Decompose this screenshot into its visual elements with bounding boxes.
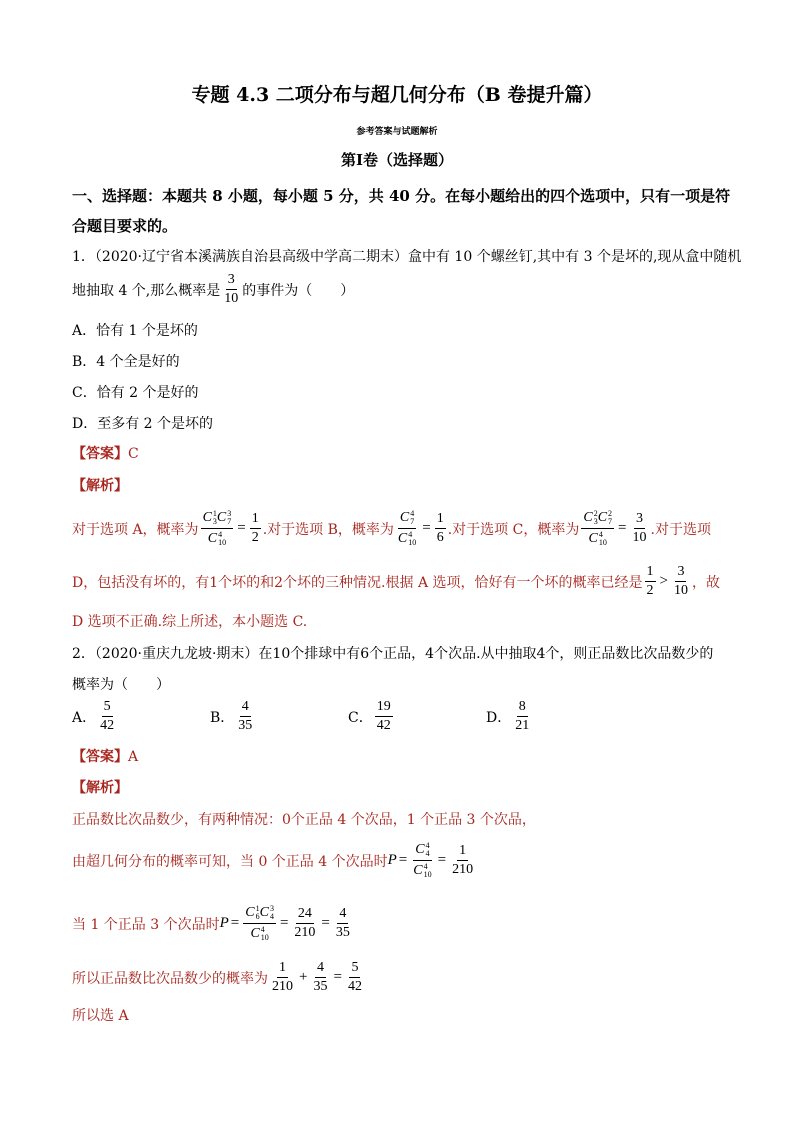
fraction-denominator: 35	[313, 979, 328, 994]
q2-analysis-line4: 所以正品数比次品数少的概率为 $\frac{1}{210}$ + $\frac{4}{35}$ = $\frac{5}{42}$	[72, 960, 362, 994]
fraction-denominator: 10	[632, 530, 647, 545]
fraction-numerator: 1	[457, 844, 468, 861]
analysis-text: .对于选项 B，概率为	[262, 521, 394, 538]
q1-stem-line2	[72, 273, 354, 306]
page-title: 专题 4.3 二项分布与超几何分布（B 卷提升篇）	[191, 84, 603, 106]
fraction-denominator: 42	[347, 979, 362, 994]
fraction-1-over-210	[270, 961, 295, 994]
q1-stem-line1: 1．（2020·辽宁省本溪满族自治县高级中学高二期末）盒中有 10 个螺丝钉,其中有 3 个是坏的,现从盒中随机	[72, 249, 742, 265]
fraction-denominator: 2	[646, 583, 654, 598]
fraction-three-tenths	[672, 565, 690, 598]
q1-analysis-line1: 对于选项 A，概率为 C 1 3 C 3 7 C 4 10 = $\frac{1}{2}$ .对于选项 B，概率为 C 4 7 C 4 10 = $\frac{1}{6}$ .对于选项 C，概率为 C 2 3 C 2 7 C 4 10 = $\frac{3}{10}$ .对于选项	[72, 509, 711, 547]
q1-stem-text-end: 的事件为（ ）	[242, 282, 355, 299]
q2-option-b	[210, 700, 256, 733]
greater-than-sign: >	[659, 573, 668, 589]
analysis-text: 所以正品数比次品数少的概率为	[72, 970, 268, 987]
formula-c44-over-c104: C 4 4 C 4 10	[413, 841, 432, 879]
answer-label: 【答案】	[72, 749, 128, 765]
fraction-numerator: 1	[250, 512, 261, 529]
formula-c61-c43-over-c104: C 1 6 C 3 4 C 4 10	[245, 904, 274, 942]
fraction-numerator: 4	[240, 700, 251, 717]
fraction-24-over-210	[292, 907, 317, 940]
q1-analysis-line2	[72, 565, 720, 598]
analysis-text: ，故	[691, 574, 720, 591]
q1-analysis-line3: D 选项不正确.综上所述，本小题选 C.	[72, 614, 308, 630]
volume-heading: 第Ⅰ卷（选择题）	[340, 151, 454, 169]
analysis-text: .对于选项	[650, 521, 711, 538]
fraction-5-over-42	[346, 961, 364, 994]
fraction-4-over-35	[311, 961, 329, 994]
fraction-one-sixth	[435, 512, 446, 545]
q2-analysis-line1: 正品数比次品数少，有两种情况：0个正品 4 个次品，1 个正品 3 个次品，	[72, 812, 536, 828]
answer-value: C	[128, 446, 139, 462]
page-subtitle: 参考答案与试题解析	[356, 127, 438, 137]
q2-stem-line1: 2．（2020·重庆九龙坡·期末）在10个排球中有6个正品，4个次品.从中抽取4个，则正品数比次品数少的	[72, 646, 714, 662]
q1-option-d: D．至多有 2 个是坏的	[72, 416, 214, 432]
q1-option-c: C．恰有 2 个是好的	[72, 385, 199, 401]
fraction-numerator: 1	[277, 961, 288, 978]
fraction-denominator: 35	[238, 718, 253, 733]
fraction-three-tenths	[631, 512, 649, 545]
fraction-numerator: 3	[226, 273, 237, 290]
option-label: A．	[72, 709, 97, 726]
formula-c32-c72-over-c104: C 2 3 C 2 7 C 4 10	[583, 509, 613, 547]
fraction-numerator: 4	[315, 961, 326, 978]
fraction-numerator: 5	[349, 961, 360, 978]
fraction-numerator: 8	[517, 700, 528, 717]
analysis-text: 对于选项 A，概率为	[72, 521, 199, 538]
q2-stem-line2: 概率为（ ）	[72, 677, 170, 693]
answer-label: 【答案】	[72, 446, 128, 462]
option-label: B．	[210, 709, 235, 726]
q1-answer	[72, 443, 139, 463]
analysis-text: 由超几何分布的概率可知，当 0 个正品 4 个次品时	[72, 853, 388, 870]
fraction-denominator: 10	[673, 583, 688, 598]
fraction-numerator: 1	[435, 512, 446, 529]
fraction-numerator: 4	[337, 907, 348, 924]
fraction-numerator: 3	[634, 512, 645, 529]
fraction-denominator: 10	[224, 291, 239, 306]
q2-analysis-line3: 当 1 个正品 3 个次品时 P = C 1 6 C 3 4 C 4 10 = $\frac{24}{210}$ = $\frac{4}{35}$	[72, 904, 350, 942]
fraction-denominator: 35	[335, 925, 350, 940]
formula-c74-over-c104: C 4 7 C 4 10	[397, 509, 417, 547]
option-label: C．	[348, 709, 373, 726]
fraction-one-half	[250, 512, 261, 545]
analysis-text: .对于选项 C，概率为	[447, 521, 580, 538]
fraction-denominator: 6	[436, 530, 444, 545]
fraction-numerator: 24	[296, 907, 314, 924]
analysis-text: D，包括没有坏的，有1个坏的和2个坏的三种情况.根据 A 选项，恰好有一个坏的概率已经是	[72, 574, 643, 591]
fraction-numerator: 1	[645, 565, 656, 582]
plus-sign: +	[299, 969, 308, 985]
q2-answer	[72, 746, 138, 766]
q2-option-d	[486, 700, 533, 733]
formula-c31-c73-over-c104: C 1 3 C 3 7 C 4 10	[202, 509, 232, 547]
q2-option-c	[348, 700, 395, 733]
q2-analysis-line2: 由超几何分布的概率可知，当 0 个正品 4 个次品时 P = C 4 4 C 4 10 = $\frac{1}{210}$	[72, 841, 474, 879]
q2-analysis-line5: 所以选 A	[72, 1008, 129, 1024]
option-label: D．	[486, 709, 512, 726]
fraction-one-half	[645, 565, 656, 598]
q2-analysis-label: 【解析】	[72, 780, 128, 796]
q1-stem-fraction	[222, 273, 240, 306]
fraction-denominator: 210	[294, 925, 316, 940]
fraction-numerator: 19	[375, 700, 393, 717]
fraction-numerator: 3	[675, 565, 686, 582]
fraction-denominator: 210	[272, 979, 293, 994]
fraction-denominator: 210	[452, 862, 474, 877]
fraction-denominator: 42	[376, 718, 391, 733]
section-intro: 一、选择题：本题共 8 小题，每小题 5 分，共 40 分。在每小题给出的四个选项中，只有一项是符合题目要求的。	[72, 187, 731, 235]
q1-analysis-label: 【解析】	[72, 478, 128, 494]
fraction-denominator: 42	[100, 718, 115, 733]
q1-option-b: B．4 个全是好的	[72, 354, 180, 370]
analysis-text: 当 1 个正品 3 个次品时	[72, 916, 220, 933]
q2-option-a	[72, 700, 118, 733]
q1-option-a: A．恰有 1 个是坏的	[72, 323, 198, 339]
fraction-one-over-210	[450, 844, 475, 877]
q1-stem-text: 地抽取 4 个,那么概率是	[72, 282, 221, 299]
fraction-numerator: 5	[102, 700, 113, 717]
fraction-denominator: 21	[515, 718, 530, 733]
fraction-4-over-35	[334, 907, 352, 940]
answer-value: A	[128, 749, 139, 765]
fraction-denominator: 2	[251, 530, 259, 545]
